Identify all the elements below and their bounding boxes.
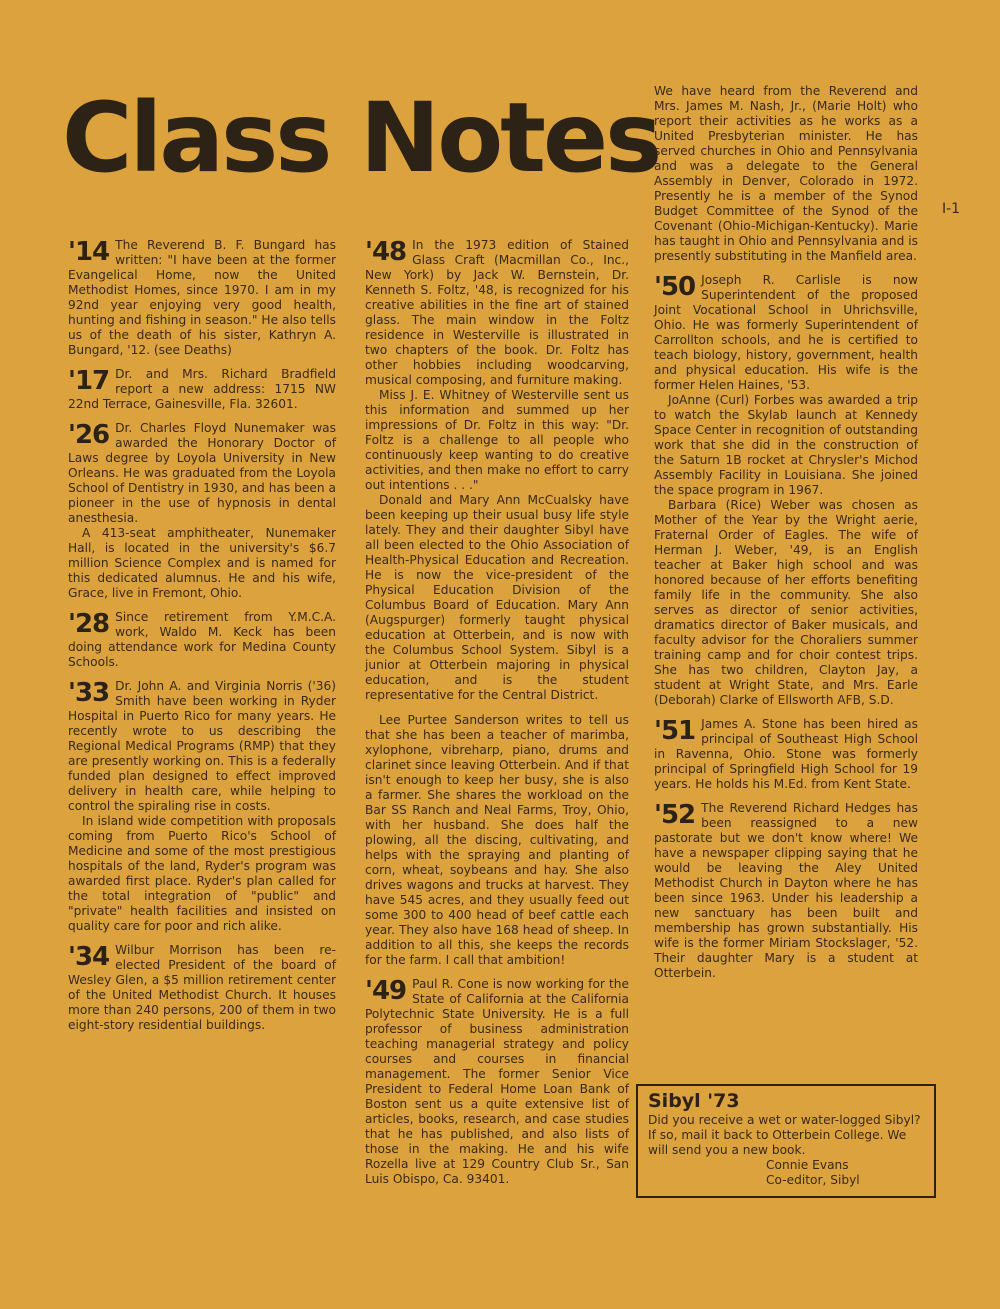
class-note-entry <box>68 679 336 934</box>
class-note-entry <box>654 84 918 264</box>
page-title: Class Notes <box>62 82 660 194</box>
note-paragraph: Donald and Mary Ann McCualsky have been keeping up their usual busy life style lately. They and their daughter Sibyl have all been elected to the Ohio Association of Health-Physical Education and Recreation. He is now the vice-president of the Physical Education Division of the Columbus Board of Education. Mary Ann (Augspurger) formerly taught physical education at Otterbein, and is now with the Columbus School System. Sibyl is a junior at Otterbein majoring in physical education, and is the student representative for the Central District. <box>365 493 629 702</box>
class-note-entry <box>68 367 336 412</box>
class-note-entry <box>68 238 336 358</box>
note-paragraph: JoAnne (Curl) Forbes was awarded a trip to watch the Skylab launch at Kennedy Space Center in recognition of outstanding work that she did in the construction of the Saturn 1B rocket at Chrysler's Michod Assembly Facility in Louisiana. She joined the space program in 1967. <box>654 393 918 497</box>
note-paragraph: The Reverend Richard Hedges has been reassigned to a new pastorate but we don't know where! We have a newspaper clipping saying that he would be leaving the Aley United Methodist Church in Dayton where he has been since 1963. Under his leadership a new sanctuary has been built and membership has grown substantially. His wife is the former Miriam Stockslager, '52. Their daughter Mary is a student at Otterbein. <box>654 801 918 980</box>
note-paragraph: Barbara (Rice) Weber was chosen as Mother of the Year by the Wright aerie, Fraternal Order of Eagles. The wife of Herman J. Weber, '49, is an English teacher at Baker high school and was honored because of her efforts benefiting family life in the community. She also serves as director of senior activities, dramatics director of Baker musicals, and faculty advisor for the Choraliers summer training camp and for choir contest trips. She has two children, Clayton Jay, a student at Wright State, and Mrs. Earle (Deborah) Clarke of Ellsworth AFB, S.D. <box>654 498 918 707</box>
class-note-entry <box>68 610 336 670</box>
notice-heading: Sibyl '73 <box>648 1090 740 1112</box>
class-year: '17 <box>68 366 110 396</box>
note-paragraph: Dr. John A. and Virginia Norris ('36) Smith have been working in Ryder Hospital in Puerto Rico for many years. He recently wrote to us describing the Regional Medical Programs (RMP) that they are presently working on. This is a federally funded plan designed to effect improved delivery in health care, while helping to control the spiraling rise in costs. <box>68 679 336 813</box>
class-note-entry <box>654 801 918 981</box>
sibyl-notice-box <box>636 1084 936 1198</box>
note-paragraph: Wilbur Morrison has been re-elected President of the board of Wesley Glen, a $5 million retirement center of the United Methodist Church. It houses more than 240 persons, 200 of them in two eight-story residential buildings. <box>68 943 336 1032</box>
column-2 <box>365 238 629 1196</box>
note-paragraph: In island wide competition with proposals coming from Puerto Rico's School of Medicine and some of the most prestigious hospitals of the land, Ryder's program was awarded first place. Ryder's plan called for the total integration of "public" and "private" health facilities and insisted on quality care for poor and rich alike. <box>68 814 336 933</box>
column-1 <box>68 238 336 1042</box>
class-year: '28 <box>68 609 110 639</box>
class-year: '48 <box>365 237 407 267</box>
class-note-entry <box>365 238 629 968</box>
note-paragraph: We have heard from the Reverend and Mrs. James M. Nash, Jr., (Marie Holt) who report their activities as he works as a United Presbyterian minister. He has served churches in Ohio and Pennsylvania and was a delegate to the General Assembly in Denver, Colorado in 1972. Presently he is a member of the Synod Budget Committee of the Synod of the Covenant (Ohio-Michigan-Kentucky). Marie has taught in Ohio and Pennsylvania and is presently substituting in the Manfield area. <box>654 84 918 263</box>
note-paragraph: Dr. Charles Floyd Nunemaker was awarded the Honorary Doctor of Laws degree by Loyola University in New Orleans. He was graduated from the Loyola School of Dentistry in 1930, and has been a pioneer in the use of hypnosis in dental anesthesia. <box>68 421 336 525</box>
note-paragraph: The Reverend B. F. Bungard has written: "I have been at the former Evangelical Home, now the United Methodist Homes, since 1970. I am in my 92nd year enjoying very good health, hunting and fishing in season." He also tells us of the death of his sister, Kathryn A. Bungard, '12. (see Deaths) <box>68 238 336 357</box>
class-year: '34 <box>68 942 110 972</box>
note-paragraph: James A. Stone has been hired as principal of Southeast High School in Ravenna, Ohio. Stone was formerly principal of Springfield High School for 19 years. He holds his M.Ed. from Kent State. <box>654 717 918 791</box>
class-note-entry <box>68 421 336 601</box>
class-note-entry <box>654 717 918 792</box>
class-year: '49 <box>365 976 407 1006</box>
notice-signature-name: Connie Evans <box>766 1158 849 1172</box>
column-3 <box>654 84 918 990</box>
notice-signature-title: Co-editor, Sibyl <box>766 1173 860 1187</box>
note-paragraph: Lee Purtee Sanderson writes to tell us that she has been a teacher of marimba, xylophone, vibreharp, piano, drums and clarinet since leaving Otterbein. And if that isn't enough to keep her busy, she is also a farmer. She shares the workload on the Bar SS Ranch and Neal Farms, Troy, Ohio, with her husband. She does half the plowing, all the discing, cultivating, and helps with the spraying and planting of corn, wheat, soybeans and hay. She also drives wagons and trucks at harvest. They have 545 acres, and they usually feed out some 300 to 400 head of beef cattle each year. They also have 168 head of sheep. In addition to all this, she keeps the records for the farm. I call that ambition! <box>365 713 629 967</box>
class-year: '14 <box>68 237 110 267</box>
notice-body: Did you receive a wet or water-logged Sibyl? If so, mail it back to Otterbein College. We will send you a new book. <box>648 1113 921 1157</box>
note-paragraph: A 413-seat amphitheater, Nunemaker Hall, is located in the university's $6.7 million Science Complex and is named for this dedicated alumnus. He and his wife, Grace, live in Fremont, Ohio. <box>68 526 336 600</box>
class-year: '50 <box>654 272 696 302</box>
class-note-entry <box>365 977 629 1187</box>
note-paragraph: Miss J. E. Whitney of Westerville sent us this information and summed up her impressions of Dr. Foltz in this way: "Dr. Foltz is a challenge to all people who continuously keep wanting to do creative activities, and then make no effort to carry out intentions . . ." <box>365 388 629 492</box>
page-number: I-1 <box>942 201 961 217</box>
class-note-entry <box>68 943 336 1033</box>
class-year: '52 <box>654 800 696 830</box>
note-paragraph: Dr. and Mrs. Richard Bradfield report a new address: 1715 NW 22nd Terrace, Gainesville, Fla. 32601. <box>68 367 336 411</box>
class-year: '33 <box>68 678 110 708</box>
note-paragraph: Joseph R. Carlisle is now Superintendent of the proposed Joint Vocational School in Uhrichsville, Ohio. He was formerly Superintendent of Carrollton schools, and he is certified to teach biology, history, government, health and physical education. His wife is the former Helen Haines, '53. <box>654 273 918 392</box>
class-year: '26 <box>68 420 110 450</box>
class-note-entry <box>654 273 918 708</box>
class-year: '51 <box>654 716 696 746</box>
note-paragraph: Paul R. Cone is now working for the State of California at the California Polytechnic State University. He is a full professor of business administration teaching managerial strategy and policy courses and courses in financial management. The former Senior Vice President to Federal Home Loan Bank of Boston sent us a quite extensive list of articles, books, research, and case studies that he has published, and also lists of those in the making. He and his wife Rozella live at 129 Country Club Sr., San Luis Obispo, Ca. 93401. <box>365 977 629 1186</box>
note-paragraph: In the 1973 edition of Stained Glass Craft (Macmillan Co., Inc., New York) by Jack W. Bernstein, Dr. Kenneth S. Foltz, '48, is recognized for his creative abilities in the fine art of stained glass. The main window in the Foltz residence in Westerville is illustrated in two chapters of the book. Dr. Foltz has other hobbies including woodcarving, musical composing, and furniture making. <box>365 238 629 387</box>
note-paragraph: Since retirement from Y.M.C.A. work, Waldo M. Keck has been doing attendance work for Medina County Schools. <box>68 610 336 669</box>
